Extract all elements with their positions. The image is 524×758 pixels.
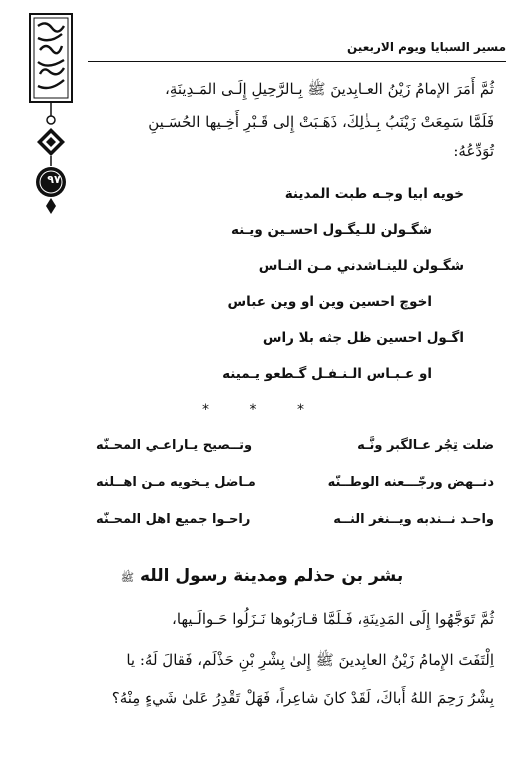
intro-line-1: ثُمَّ أَمَرَ الإمامُ زَيْنُ العـابِدينَ ﷺ بِـالرَّحِيلِ إِلَـى المَـدِينَةِ، xyxy=(165,80,494,98)
closing-line-2: اِلْتَفَتَ الإِمامُ زَيْنُ العابِدينَ ﷺ إِلىٰ بِشْرِ بْنِ حَذْلَم، فَقالَ لَهُ: يا xyxy=(126,651,494,669)
couplet-left: مـاضل يـخويه مـن اهــلنه xyxy=(96,475,256,490)
honorific-mark: ﷺ xyxy=(120,571,135,584)
verse-line: شگـولن للينـاشدني مـن النـاس xyxy=(258,258,464,274)
couplet-left: وتــصيح يـاراعـي المحـنّه xyxy=(96,438,253,453)
verse-line: شگـولن للـيگـول احسـين ويـنه xyxy=(230,222,432,238)
verse-line: خويه ابيا وجـه طبت المدينة xyxy=(284,186,464,202)
closing-line-1: ثُمَّ تَوَجَّهُوا إِلَى المَدِينَةِ، فَـلَمَّا قـارَبُوها نَـزَلُوا حَـوالَـيها، xyxy=(172,610,494,628)
verse-line: اخوچ احسين وين او وين عباس xyxy=(227,294,432,310)
couplet-right: واحـد نــندبه ويــنغر النــه xyxy=(333,512,494,527)
couplet-right: دنــهض ورجّـــعنه الوطــنّه xyxy=(327,475,494,490)
running-title: مسير السبايا ويوم الاربعين xyxy=(347,40,506,54)
section-title-text: بشر بن حذلم ومدينة رسول الله xyxy=(139,566,404,586)
verse-line: او عـبـاس الـنـفـل گـطعو يـمينه xyxy=(222,366,432,382)
header-divider xyxy=(88,61,506,62)
intro-line-3: تُوَدِّعُهُ: xyxy=(453,142,494,160)
couplet-left: راحـوا جميع اهل المحـنّه xyxy=(96,512,251,527)
couplet-right: ضلت تِجُر عـالگبر ونَّـه xyxy=(357,438,494,453)
calligraphy-ornament-icon xyxy=(18,12,90,217)
verse-line: اگـول احسين ظل جثه بلا راس xyxy=(262,330,464,346)
section-heading xyxy=(0,566,524,587)
page-number: ٩٧ xyxy=(47,173,61,186)
intro-line-2: فَلَمَّا سَمِعَتْ زَيْنَبُ بِـذٰلِكَ، ذَهَـبَتْ إِلى قَـبْرِ أَخِـيها الحُسَـينِ xyxy=(148,113,494,131)
star-separator: * * * xyxy=(202,402,322,418)
closing-line-3: بِشْرُ رَحِمَ اللهُ أَباكَ، لَقَدْ كانَ شاعِراً، فَهَلْ تَقْدِرُ عَلىٰ شَيءٍ مِنْهُ؟ xyxy=(111,689,494,707)
